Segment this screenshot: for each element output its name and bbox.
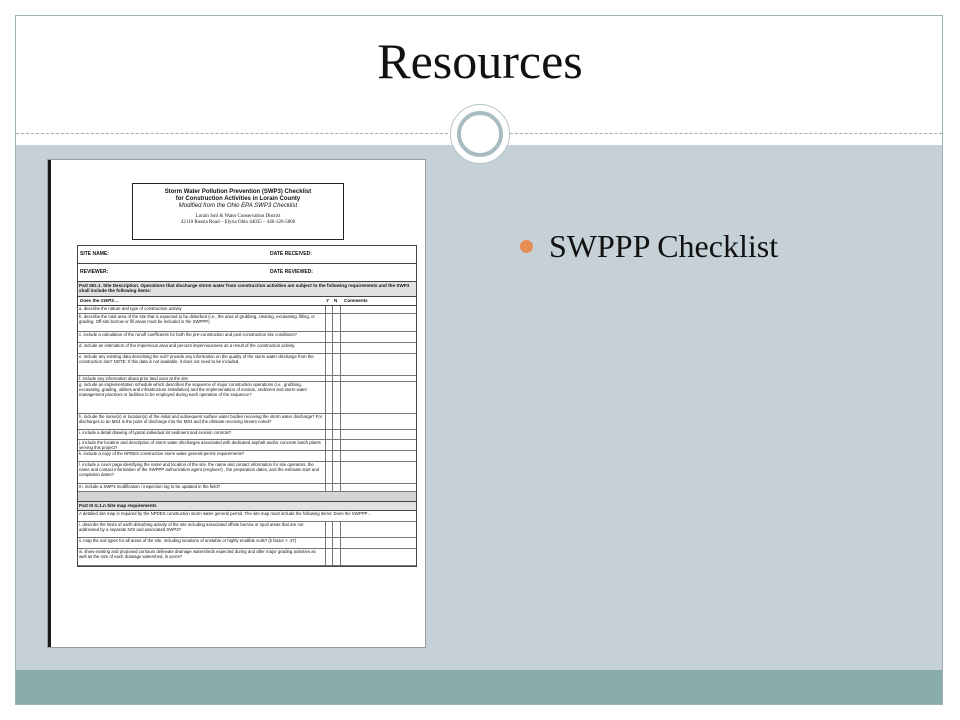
no-cell: [332, 382, 341, 413]
checklist-row: [78, 314, 416, 332]
yes-cell: [325, 314, 332, 331]
part2-heading: Part III G.1.n Site map requirements: [78, 502, 416, 511]
checklist-row: [78, 332, 416, 343]
ring-inner: [457, 111, 503, 157]
reviewer-label: REVIEWER:: [80, 269, 109, 275]
reviewer-info-row: [78, 264, 416, 282]
checklist-row: [78, 354, 416, 376]
no-cell: [332, 430, 341, 439]
checklist-row: [78, 343, 416, 354]
checklist-row: [78, 462, 416, 484]
yes-cell: [325, 354, 332, 375]
checklist-row: [78, 549, 416, 566]
no-cell: [332, 451, 341, 461]
doc-title-line2: for Construction Activities in Lorain County: [175, 196, 301, 202]
checklist-item-text: m. include a SWP3 modification / inspection log to be updated in the field?: [79, 484, 221, 489]
checklist-row: [78, 484, 416, 492]
yes-cell: [325, 306, 332, 313]
bullet-item: [520, 228, 778, 265]
part2-intro: A detailed site map is required by the NPDES construction storm water general permit. The site map must include the following items: Does the SWPPP…: [79, 511, 372, 516]
yes-cell: [325, 484, 332, 491]
no-cell: [332, 484, 341, 491]
checklist-item-text: e. include any existing data describing the soil? provide any information on the quality of the storm water discharge from the construction site? NOTE: If this data is not available, it does not need to be included.: [79, 354, 314, 365]
document-header-box: [132, 183, 344, 240]
doc-subtitle: Modified from the Ohio EPA SWP3 Checklist: [178, 203, 298, 209]
date-received-label: DATE RECEIVED:: [270, 251, 312, 257]
y-column-label: Y: [326, 298, 330, 303]
checklist-item-text: c. include a calculation of the runoff coefficients for both the pre-construction and post-construction site conditions?: [79, 332, 297, 337]
site-name-label: SITE NAME:: [80, 251, 109, 257]
does-label: Does the SWP3…: [80, 298, 119, 303]
no-cell: [332, 354, 341, 375]
part1-rows: [78, 306, 416, 492]
checklist-item-text: i. include a detail drawing of typical individual lot sediment and erosion controls?: [79, 430, 232, 435]
checklist-document-image: [48, 160, 425, 647]
footer-band: [16, 670, 942, 704]
checklist-row: [78, 414, 416, 430]
slide-title: Resources: [377, 33, 583, 89]
checklist-item-text: i. describe the limits of earth-disturbing activity of the site including associated offsite borrow or spoil areas that are not addressed by a separate NOI and associated SWP3?: [79, 522, 304, 533]
no-cell: [332, 376, 341, 381]
bullet-text: SWPPP Checklist: [549, 228, 779, 264]
divider-ring-ornament: [450, 104, 510, 164]
part2-rows: [78, 522, 416, 566]
checklist-item-text: iii. show existing and proposed contours delineate drainage watersheds expected during and after major grading activities as well as the size of each drainage watershed, in acres?: [79, 549, 316, 560]
no-cell: [332, 538, 341, 548]
yes-cell: [325, 430, 332, 439]
checklist-item-text: g. include an implementation schedule which describes the sequence of major construction operations (i.e., grubbing, excavating, grading, utilities and infrastructure installation) and the implementation of erosion, sediment and storm water management practices or facilities to be employed during each operation of the sequence?: [79, 382, 308, 398]
checklist-item-text: a. describe the nature and type of construction activity: [79, 306, 182, 311]
yes-cell: [325, 538, 332, 548]
no-cell: [332, 314, 341, 331]
checklist-row: [78, 538, 416, 549]
yes-cell: [325, 522, 332, 537]
bullet-dot-icon: [520, 240, 533, 253]
yes-cell: [325, 332, 332, 342]
yes-cell: [325, 462, 332, 483]
checklist-item-text: l. include a cover page identifying the name and location of the site, the name and contact information for site operators, the name and contact information of the SWPPP authorization agent (engineer) , the preparation dates, and the estimate start and completion dates?: [79, 462, 319, 478]
checklist-row: [78, 440, 416, 451]
yes-cell: [325, 549, 332, 565]
doc-org: Lorain Soil & Water Conservation District: [195, 214, 281, 219]
part1-heading: Part IIIG.1. Site Description. Operations that discharge storm water from construction activities are subject to the following requirements and the SWP3 shall include the following items:: [78, 282, 416, 297]
no-cell: [332, 306, 341, 313]
checklist-item-text: ii. map the soil types for all areas of the site, including locations of unstable or highly erodible soils? (k factor > .37): [79, 538, 297, 543]
checklist-item-text: h. include the name(s) or location(s) of the initial and subsequent surface water bodies receiving the storm water discharge? For discharges to an MS4 is the point of discharge into the MS4 and the ultimate receiving stream noted?: [79, 414, 323, 425]
no-cell: [332, 414, 341, 429]
yes-cell: [325, 343, 332, 353]
column-header-row: [78, 297, 416, 306]
yes-cell: [325, 414, 332, 429]
comments-column-label: Comments: [344, 298, 368, 303]
doc-title-line1: Storm Water Pollution Prevention (SWP3) Checklist: [164, 189, 312, 195]
no-cell: [332, 549, 341, 565]
checklist-item-text: j. include the location and description of storm water discharges associated with dedicated asphalt and/or concrete batch plants serving this project?: [79, 440, 321, 451]
yes-cell: [325, 451, 332, 461]
checklist-row: [78, 522, 416, 538]
checklist-form: [77, 245, 417, 567]
checklist-item-text: d. include an estimation of the impervious area and percent imperviousness as a result of the construction activity.: [79, 343, 296, 348]
yes-cell: [325, 440, 332, 450]
no-cell: [332, 462, 341, 483]
checklist-item-text: f. include any information about prior land uses at the site: [79, 376, 188, 381]
checklist-row: [78, 382, 416, 414]
no-cell: [332, 522, 341, 537]
no-cell: [332, 343, 341, 353]
checklist-item-text: k. include a copy of the NPDES construction storm water general permit requirements?: [79, 451, 245, 456]
no-cell: [332, 332, 341, 342]
section-gap: [78, 492, 416, 502]
yes-cell: [325, 382, 332, 413]
no-cell: [332, 440, 341, 450]
checklist-row: [78, 306, 416, 314]
date-reviewed-label: DATE REVIEWED:: [270, 269, 313, 275]
yes-cell: [325, 376, 332, 381]
checklist-row: [78, 451, 416, 462]
part2-intro-row: [78, 511, 416, 522]
site-info-row: [78, 246, 416, 264]
document-edge: [48, 160, 51, 647]
checklist-row: [78, 430, 416, 440]
doc-address: 42110 Russia Road – Elyria Ohio 44035 – 440-326-5800: [180, 220, 296, 225]
checklist-item-text: b. describe the total area of the site that is expected to be disturbed (i.e., the area of grubbing, clearing, excavating, filling, or grading. Off-site borrow or fill areas must be included in the SWPPP): [79, 314, 315, 325]
n-column-label: N: [334, 298, 338, 303]
